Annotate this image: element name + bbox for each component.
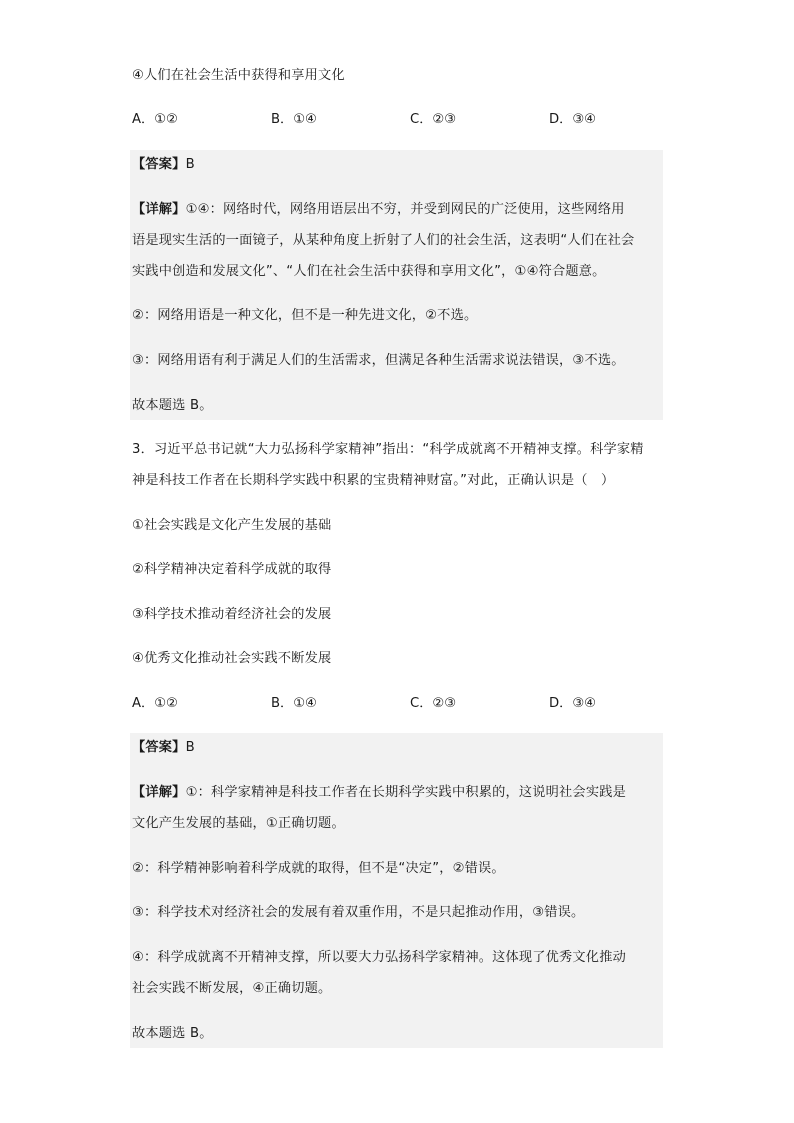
answer-label: 【答案】 bbox=[132, 740, 186, 755]
q3-detail-line-1 bbox=[132, 783, 662, 803]
answer-label: 【答案】 bbox=[132, 157, 186, 172]
q3-detail-line-2: 文化产生发展的基础，①正确切题。 bbox=[132, 816, 345, 831]
q3-choice-a: A．①② bbox=[132, 696, 178, 711]
q2-detail-line-6: 故本题选 B。 bbox=[132, 398, 213, 413]
answer-value: B bbox=[185, 157, 195, 172]
q2-option-4: ④人们在社会生活中获得和享用文化 bbox=[132, 68, 345, 83]
q3-option-2: ②科学精神决定着科学成就的取得 bbox=[132, 562, 332, 577]
q2-detail-line-2: 语是现实生活的一面镜子，从某种角度上折射了人们的社会生活，这表明“人们在社会 bbox=[132, 233, 635, 248]
q3-stem-line-1: 3．习近平总书记就“大力弘扬科学家精神”指出：“科学成就离不开精神支撑。科学家精 bbox=[132, 442, 644, 457]
q2-detail-line-3: 实践中创造和发展文化”、“人们在社会生活中获得和享用文化”，①④符合题意。 bbox=[132, 264, 606, 279]
q3-detail-line-5: ④：科学成就离不开精神支撑，所以要大力弘扬科学家精神。这体现了优秀文化推动 bbox=[132, 950, 626, 965]
q3-detail-line-7: 故本题选 B。 bbox=[132, 1026, 213, 1041]
q3-detail-line-3: ②：科学精神影响着科学成就的取得，但不是“决定”，②错误。 bbox=[132, 861, 505, 876]
q2-choice-a: A．①② bbox=[132, 112, 178, 127]
q3-choice-b: B．①④ bbox=[271, 696, 317, 711]
detail-text: ①：科学家精神是科技工作者在长期科学实践中积累的，这说明社会实践是 bbox=[185, 785, 626, 800]
detail-label: 【详解】 bbox=[132, 202, 186, 217]
q2-choice-b: B．①④ bbox=[271, 112, 317, 127]
q2-detail-line-4: ②：网络用语是一种文化，但不是一种先进文化，②不选。 bbox=[132, 308, 478, 323]
q3-choices bbox=[132, 694, 662, 714]
q2-choice-d: D．③④ bbox=[549, 112, 596, 127]
detail-label: 【详解】 bbox=[132, 785, 186, 800]
q3-answer bbox=[132, 738, 662, 758]
q2-detail-line-5: ③：网络用语有利于满足人们的生活需求，但满足各种生活需求说法错误，③不选。 bbox=[132, 353, 625, 368]
q3-option-1: ①社会实践是文化产生发展的基础 bbox=[132, 518, 332, 533]
q3-choice-d: D．③④ bbox=[549, 696, 596, 711]
q3-choice-c: C．②③ bbox=[410, 696, 457, 711]
q2-detail-line-1 bbox=[132, 200, 662, 220]
q2-answer bbox=[132, 155, 662, 175]
detail-text: ①④：网络时代，网络用语层出不穷，并受到网民的广泛使用，这些网络用 bbox=[185, 202, 625, 217]
q2-choice-c: C．②③ bbox=[410, 112, 457, 127]
answer-value: B bbox=[185, 740, 195, 755]
q3-option-4: ④优秀文化推动社会实践不断发展 bbox=[132, 651, 332, 666]
q2-choices bbox=[132, 110, 662, 130]
q3-detail-line-6: 社会实践不断发展，④正确切题。 bbox=[132, 981, 332, 996]
q3-detail-line-4: ③：科学技术对经济社会的发展有着双重作用，不是只起推动作用，③错误。 bbox=[132, 905, 585, 920]
answer-block-q3 bbox=[130, 733, 663, 1048]
answer-block-q2 bbox=[130, 150, 663, 420]
q3-stem-line-2: 神是科技工作者在长期科学实践中积累的宝贵精神财富。”对此，正确认识是（ ） bbox=[132, 473, 615, 488]
q3-option-3: ③科学技术推动着经济社会的发展 bbox=[132, 607, 332, 622]
